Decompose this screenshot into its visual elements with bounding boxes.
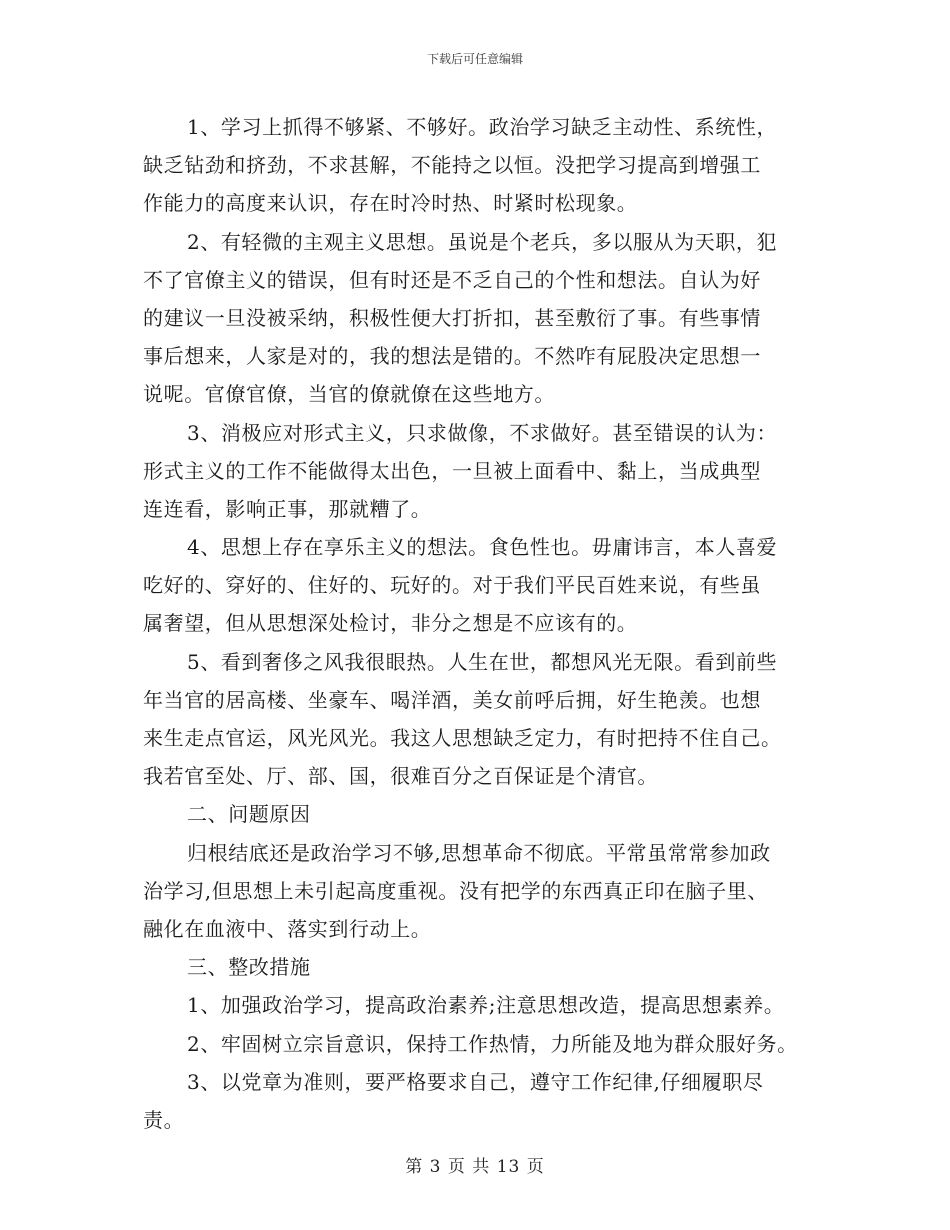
text-line: 责。 <box>143 1107 185 1132</box>
document-body <box>143 108 823 1139</box>
text-line: 作能力的高度来认识，存在时冷时热、时紧时松现象。 <box>143 191 638 216</box>
text-line: 融化在血液中、落实到行动上。 <box>143 916 432 941</box>
text-line: 属奢望，但从思想深处检讨，非分之想是不应该有的。 <box>143 611 638 636</box>
text-line: 吃好的、穿好的、住好的、玩好的。对于我们平民百姓来说，有些虽 <box>143 573 761 598</box>
text-line: 年当官的居高楼、坐豪车、喝洋酒，美女前呼后拥，好生艳羡。也想 <box>143 687 761 712</box>
page-header: 下载后可任意编辑 <box>426 52 523 66</box>
text-line: 2、牢固树立宗旨意识，保持工作热情，力所能及地为群众服好务。 <box>187 1031 798 1056</box>
text-line: 二、问题原因 <box>187 802 311 827</box>
text-line: 5、看到奢侈之风我很眼热。人生在世，都想风光无限。看到前些 <box>187 649 778 674</box>
page-footer: 第 3 页 共 13 页 <box>405 1157 545 1177</box>
text-line: 我若官至处、厅、部、国，很难百分之百保证是个清官。 <box>143 764 658 789</box>
text-line: 3、以党章为准则，要严格要求自己，遵守工作纪律,仔细履职尽 <box>187 1069 764 1094</box>
text-line: 事后想来，人家是对的，我的想法是错的。不然咋有屁股决定思想一 <box>143 344 761 369</box>
text-line: 治学习,但思想上未引起高度重视。没有把学的东西真正印在脑子里、 <box>143 878 768 903</box>
text-line: 来生走点官运，风光风光。我这人思想缺乏定力，有时把持不住自己。 <box>143 726 782 750</box>
text-line: 说呢。官僚官僚，当官的僚就僚在这些地方。 <box>143 382 555 407</box>
text-line: 归根结底还是政治学习不够,思想革命不彻底。平常虽常常参加政 <box>187 840 771 865</box>
text-line: 不了官僚主义的错误，但有时还是不乏自己的个性和想法。自认为好 <box>143 267 761 292</box>
text-line: 的建议一旦没被采纳，积极性便大打折扣，甚至敷衍了事。有些事情 <box>143 305 761 330</box>
text-line: 连连看，影响正事，那就糟了。 <box>143 496 432 521</box>
text-line: 1、学习上抓得不够紧、不够好。政治学习缺乏主动性、系统性， <box>187 115 778 139</box>
text-line: 2、有轻微的主观主义思想。虽说是个老兵，多以服从为天职，犯 <box>187 229 778 254</box>
text-line: 3、消极应对形式主义，只求做像，不求做好。甚至错误的认为： <box>187 420 778 445</box>
text-line: 缺乏钻劲和挤劲，不求甚解，不能持之以恒。没把学习提高到增强工 <box>143 153 761 178</box>
text-line: 形式主义的工作不能做得太出色，一旦被上面看中、黏上，当成典型 <box>143 458 761 483</box>
text-line: 4、思想上存在享乐主义的想法。食色性也。毋庸讳言，本人喜爱 <box>187 535 778 560</box>
text-line: 三、整改措施 <box>187 955 311 980</box>
text-line: 1、加强政治学习，提高政治素养;注意思想改造，提高思想素养。 <box>187 993 785 1018</box>
